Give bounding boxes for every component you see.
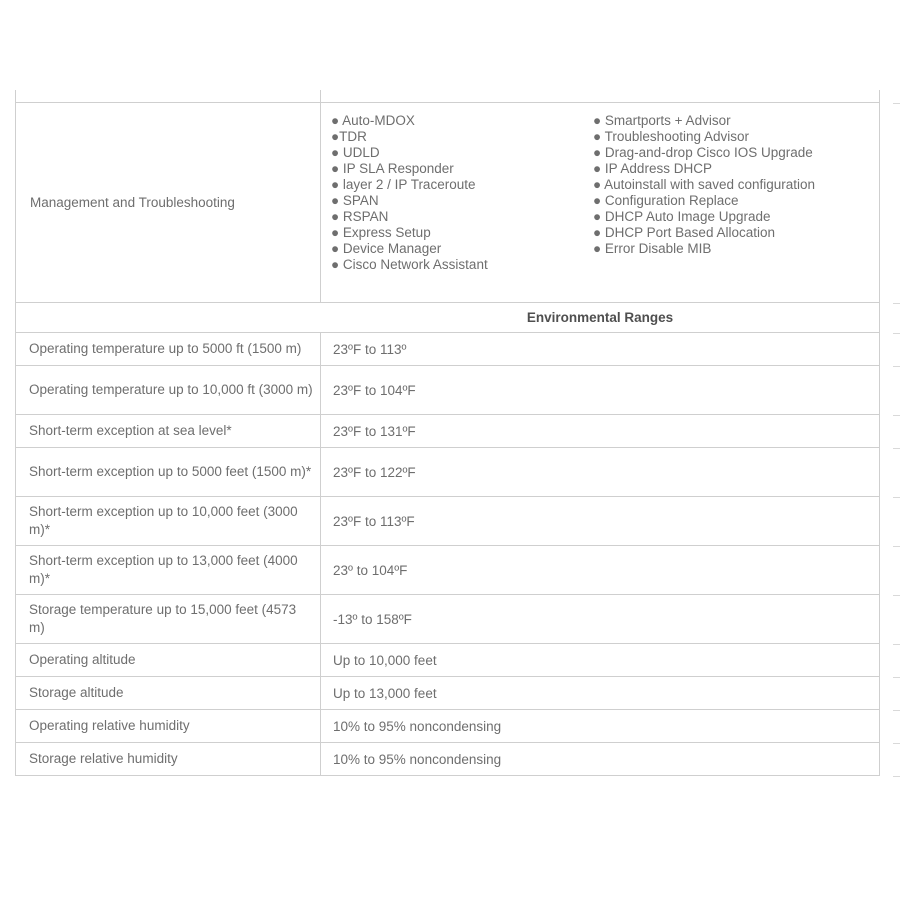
list-item: ● Autoinstall with saved configuration [593,177,816,192]
list-item: ● UDLD [331,145,380,160]
row-label: Storage altitude [29,685,124,700]
table-row [15,710,880,743]
partial-left-cell [16,90,321,102]
list-item: ● Drag-and-drop Cisco IOS Upgrade [593,145,813,160]
table-row-management [15,103,880,303]
table-row [15,546,880,595]
row-label-cell [16,710,321,742]
row-value: -13º to 158ºF [333,611,412,627]
edge-tick [893,595,900,596]
row-value: 23ºF to 113ºF [333,513,415,529]
row-value-cell [321,546,879,594]
row-label-cell [16,415,321,447]
edge-tick [893,333,900,334]
list-item: ● Smartports + Advisor [593,113,731,128]
list-item: ● Error Disable MIB [593,241,712,256]
edge-tick [893,448,900,449]
management-label: Management and Troubleshooting [30,194,235,210]
table-row [15,743,880,776]
table-row [15,497,880,546]
table-row [15,448,880,497]
row-value: 10% to 95% noncondensing [333,751,502,767]
row-label-cell [16,448,321,496]
section-header-row [15,303,880,333]
row-label-cell [16,497,321,545]
row-value: 23ºF to 104ºF [333,382,416,398]
row-value-cell [321,366,879,414]
row-value-cell [321,743,879,775]
edge-tick [893,743,900,744]
table-row-partial [15,90,880,103]
spec-table [15,90,880,776]
row-value: 23ºF to 113º [333,341,407,357]
table-row [15,595,880,644]
partial-right-cell [321,90,879,102]
row-label: Short-term exception up to 13,000 feet (4000 m)* [29,553,298,586]
list-item: ● Auto-MDOX [331,113,415,128]
list-item: ● Configuration Replace [593,193,739,208]
row-label: Storage temperature up to 15,000 feet (4573 m) [29,602,297,635]
row-label: Operating relative humidity [29,718,190,733]
list-item: ● Cisco Network Assistant [331,257,488,272]
row-value-cell [321,448,879,496]
row-label: Storage relative humidity [29,751,178,766]
edge-tick [893,546,900,547]
row-label-cell [16,333,321,365]
edge-tick [893,103,900,104]
list-item: ●TDR [331,129,367,144]
row-label-cell [16,677,321,709]
list-item: ● Device Manager [331,241,442,256]
row-label-cell [16,366,321,414]
list-item: ● Troubleshooting Advisor [593,129,749,144]
list-item: ● DHCP Auto Image Upgrade [593,209,771,224]
row-value: 23ºF to 131ºF [333,423,416,439]
list-item: ● DHCP Port Based Allocation [593,225,775,240]
edge-tick [893,497,900,498]
row-value-cell [321,595,879,643]
row-label-cell [16,743,321,775]
row-label: Operating temperature up to 5000 ft (1500 m) [29,341,302,356]
row-value: Up to 10,000 feet [333,652,437,668]
row-value: Up to 13,000 feet [333,685,437,701]
edge-tick [893,677,900,678]
row-value-cell [321,415,879,447]
row-value-cell [321,497,879,545]
list-item: ● layer 2 / IP Traceroute [331,177,476,192]
table-row [15,366,880,415]
row-value-cell [321,677,879,709]
management-features-cell [321,103,879,302]
list-item: ● Express Setup [331,225,431,240]
row-label: Short-term exception up to 5000 feet (1500 m)* [29,464,312,479]
list-item: ● IP SLA Responder [331,161,454,176]
edge-tick [893,415,900,416]
row-label-cell [16,595,321,643]
list-item: ● SPAN [331,193,379,208]
row-value-cell [321,710,879,742]
feature-list-col1 [331,113,593,273]
edge-tick [893,366,900,367]
row-label-cell [16,546,321,594]
row-label: Short-term exception at sea level* [29,423,232,438]
feature-list-col2 [593,113,879,257]
management-label-cell [16,103,321,302]
table-row [15,677,880,710]
row-label: Operating temperature up to 10,000 ft (3000 m) [29,382,313,397]
row-value-cell [321,644,879,676]
edge-tick [893,303,900,304]
row-value: 23ºF to 122ºF [333,464,416,480]
row-label-cell [16,644,321,676]
table-row [15,415,880,448]
edge-tick [893,644,900,645]
edge-tick [893,710,900,711]
row-value: 10% to 95% noncondensing [333,718,502,734]
list-item: ● IP Address DHCP [593,161,712,176]
table-row [15,333,880,366]
row-label: Short-term exception up to 10,000 feet (3000 m)* [29,504,298,537]
row-value: 23º to 104ºF [333,562,408,578]
row-label: Operating altitude [29,652,136,667]
table-row [15,644,880,677]
list-item: ● RSPAN [331,209,389,224]
edge-tick [893,776,900,777]
row-value-cell [321,333,879,365]
section-title: Environmental Ranges [526,310,674,325]
